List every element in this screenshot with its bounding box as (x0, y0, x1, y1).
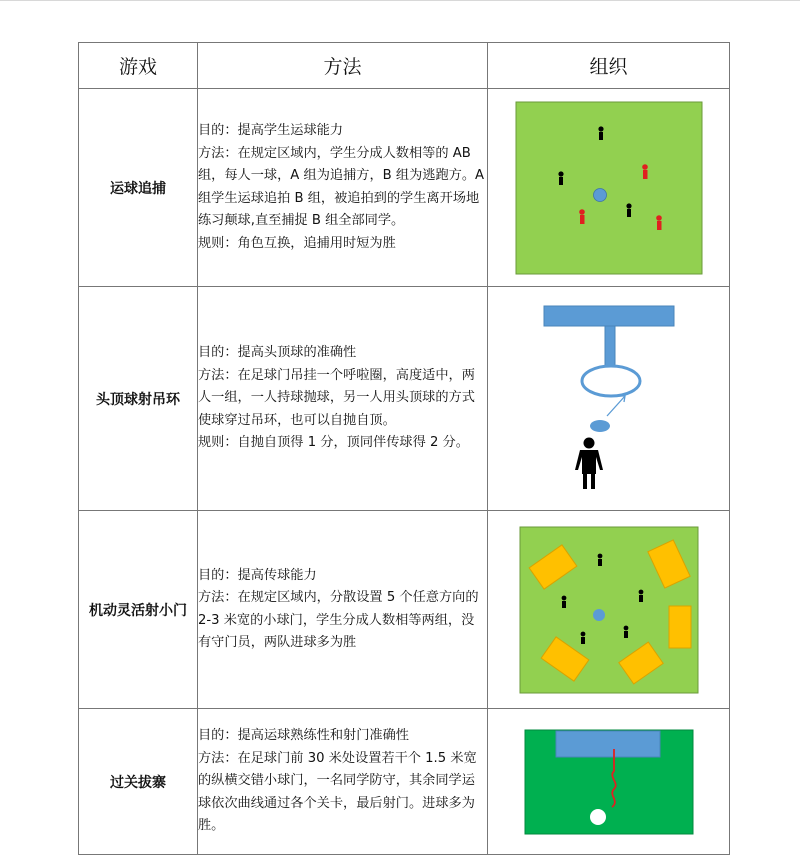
player-icon (580, 631, 585, 643)
table-row (79, 287, 730, 511)
method-line: 目的：提高运球熟练性和射门准确性 (198, 728, 409, 744)
ball-icon (590, 420, 610, 432)
header-method: 方法 (198, 43, 488, 89)
table-row (79, 89, 730, 287)
organization-cell (488, 709, 730, 855)
header-organization: 组织 (488, 43, 730, 89)
game-name: 过关拔寨 (79, 709, 198, 855)
player-icon (561, 595, 566, 607)
dribble-chase-diagram (515, 101, 703, 275)
organization-cell (488, 89, 730, 287)
player-icon (598, 126, 603, 140)
method-line: 方法：在足球门吊挂一个呼啦圈，高度适中，两人一组，一人持球抛球，另一人用头顶球的方式使球穿过吊环，也可以自抛自顶。 (198, 367, 475, 428)
method-line: 方法：在规定区域内，学生分成人数相等的 AB 组，每人一球，A 组为追捕方，B 组为逃跑方。A 组学生运球追拍 B 组，被追拍到的学生离开场地练习颠球,直至捕捉 B 组全部同学。 (198, 145, 485, 228)
method-line: 规则：角色互换，追捕用时短为胜 (198, 235, 396, 251)
player-icon (638, 589, 643, 601)
hoop-ring (582, 366, 640, 396)
ball-icon (593, 609, 605, 621)
player-icon (558, 171, 563, 185)
person-icon (575, 437, 603, 489)
field (516, 102, 702, 274)
method-line: 目的：提高头顶球的准确性 (198, 345, 357, 361)
organization-cell (488, 511, 730, 709)
top-divider (0, 0, 800, 1)
method-line: 目的：提高传球能力 (198, 567, 317, 583)
game-name: 机动灵活射小门 (79, 511, 198, 709)
table-row (79, 511, 730, 709)
small-goal (669, 606, 691, 648)
opponent-icon (579, 209, 585, 224)
small-goals-diagram (519, 526, 699, 694)
game-name: 运球追捕 (79, 89, 198, 287)
header-row (79, 43, 730, 89)
method-cell (198, 89, 488, 287)
method-line: 规则：自抛自顶得 1 分，顶同伴传球得 2 分。 (198, 435, 469, 451)
method-cell (198, 709, 488, 855)
goal-crossbar (544, 306, 674, 326)
header-hoop-diagram (543, 304, 675, 494)
game-name: 头顶球射吊环 (79, 287, 198, 511)
ball-path-arrow (607, 396, 625, 416)
ball-icon (593, 188, 606, 201)
header-game: 游戏 (79, 43, 198, 89)
method-cell (198, 287, 488, 511)
drill-table (78, 42, 730, 855)
hoop-hanger (605, 326, 615, 366)
method-line: 方法：在足球门前 30 米处设置若干个 1.5 米宽的纵横交错小球门，一名同学防守，其余同学运球依次曲线通过各个关卡，最后射门。进球多为胜。 (198, 750, 477, 834)
player-icon (597, 553, 602, 565)
opponent-icon (642, 164, 648, 179)
method-line: 方法：在规定区域内，分散设置 5 个任意方向的 2-3 米宽的小球门，学生分成人数相等两组，没有守门员，两队进球多为胜 (198, 590, 479, 650)
opponent-icon (656, 215, 662, 230)
table-row (79, 709, 730, 855)
ball-icon (590, 809, 606, 825)
player-icon (623, 625, 628, 637)
main-goal (556, 731, 660, 757)
pass-gates-diagram (524, 729, 694, 835)
method-cell (198, 511, 488, 709)
player-icon (626, 203, 631, 217)
method-line: 目的：提高学生运球能力 (198, 123, 344, 138)
organization-cell (488, 287, 730, 511)
